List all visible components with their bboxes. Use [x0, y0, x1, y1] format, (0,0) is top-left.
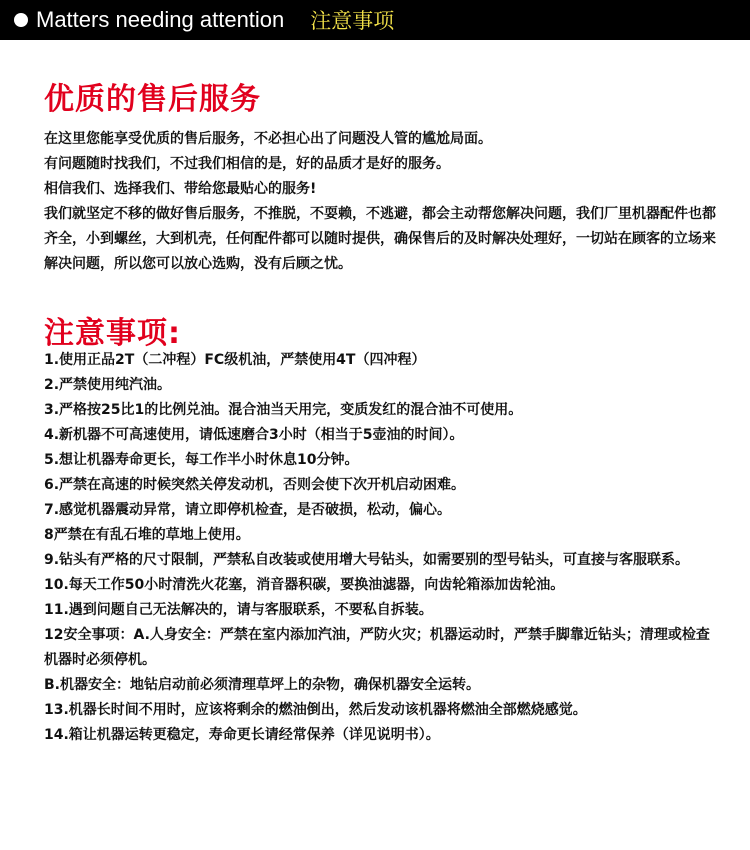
notice-item: 5.想让机器寿命更长，每工作半小时休息10分钟。	[44, 452, 359, 468]
service-paragraph	[44, 127, 716, 277]
notice-item: 11.遇到问题自己无法解决的，请与客服联系，不要私自拆装。	[44, 602, 433, 618]
service-line: 有问题随时找我们，不过我们相信的是，好的品质才是好的服务。	[44, 156, 450, 172]
notice-item: 13.机器长时间不用时，应该将剩余的燃油倒出，然后发动该机器将燃油全部燃烧感觉。	[44, 702, 587, 718]
notice-item: B.机器安全：地钻启动前必须清理草坪上的杂物，确保机器安全运转。	[44, 677, 480, 693]
notice-item: 14.箱让机器运转更稳定，寿命更长请经常保养（详见说明书）。	[44, 727, 440, 743]
header-bar	[0, 0, 750, 40]
service-line: 在这里您能享受优质的售后服务，不必担心出了问题没人管的尴尬局面。	[44, 131, 492, 147]
bullet-dot-icon	[14, 13, 28, 27]
notice-title: 注意事项:	[44, 316, 181, 351]
notice-list	[44, 348, 716, 748]
notice-item: 6.严禁在高速的时候突然关停发动机，否则会使下次开机启动困难。	[44, 477, 466, 493]
notice-item: 2.严禁使用纯汽油。	[44, 377, 172, 393]
service-line: 我们就坚定不移的做好售后服务，不推脱，不耍赖，不逃避，都会主动帮您解决问题，我们厂里机器配件也都齐全，小到螺丝，大到机壳，任何配件都可以随时提供，确保售后的及时解决处理好，一切站在顾客的立场来解决问题，所以您可以放心选购，没有后顾之忧。	[44, 206, 716, 272]
service-title: 优质的售后服务	[44, 82, 261, 117]
notice-item: 10.每天工作50小时清洗火花塞，消音器积碳，要换油滤器，向齿轮箱添加齿轮油。	[44, 577, 565, 593]
header-title-zh: 注意事项	[310, 9, 395, 33]
notice-item: 3.严格按25比1的比例兑油。混合油当天用完，变质发红的混合油不可使用。	[44, 402, 523, 418]
service-line: 相信我们、选择我们、带给您最贴心的服务!	[44, 181, 317, 197]
notice-item: 1.使用正品2T（二冲程）FC级机油，严禁使用4T（四冲程）	[44, 352, 426, 368]
notice-item: 8严禁在有乱石堆的草地上使用。	[44, 527, 250, 543]
notice-item: 4.新机器不可高速使用，请低速磨合3小时（相当于5壶油的时间）。	[44, 427, 464, 443]
notice-item: 9.钻头有严格的尺寸限制，严禁私自改装或使用增大号钻头，如需要别的型号钻头，可直接与客服联系。	[44, 552, 690, 568]
notice-item: 7.感觉机器震动异常，请立即停机检查，是否破损，松动，偏心。	[44, 502, 452, 518]
header-title-en: Matters needing attention	[36, 7, 285, 32]
notice-item: 12安全事项：A.人身安全：严禁在室内添加汽油，严防火灾；机器运动时，严禁手脚靠近钻头；清理或检查机器时必须停机。	[44, 627, 710, 668]
